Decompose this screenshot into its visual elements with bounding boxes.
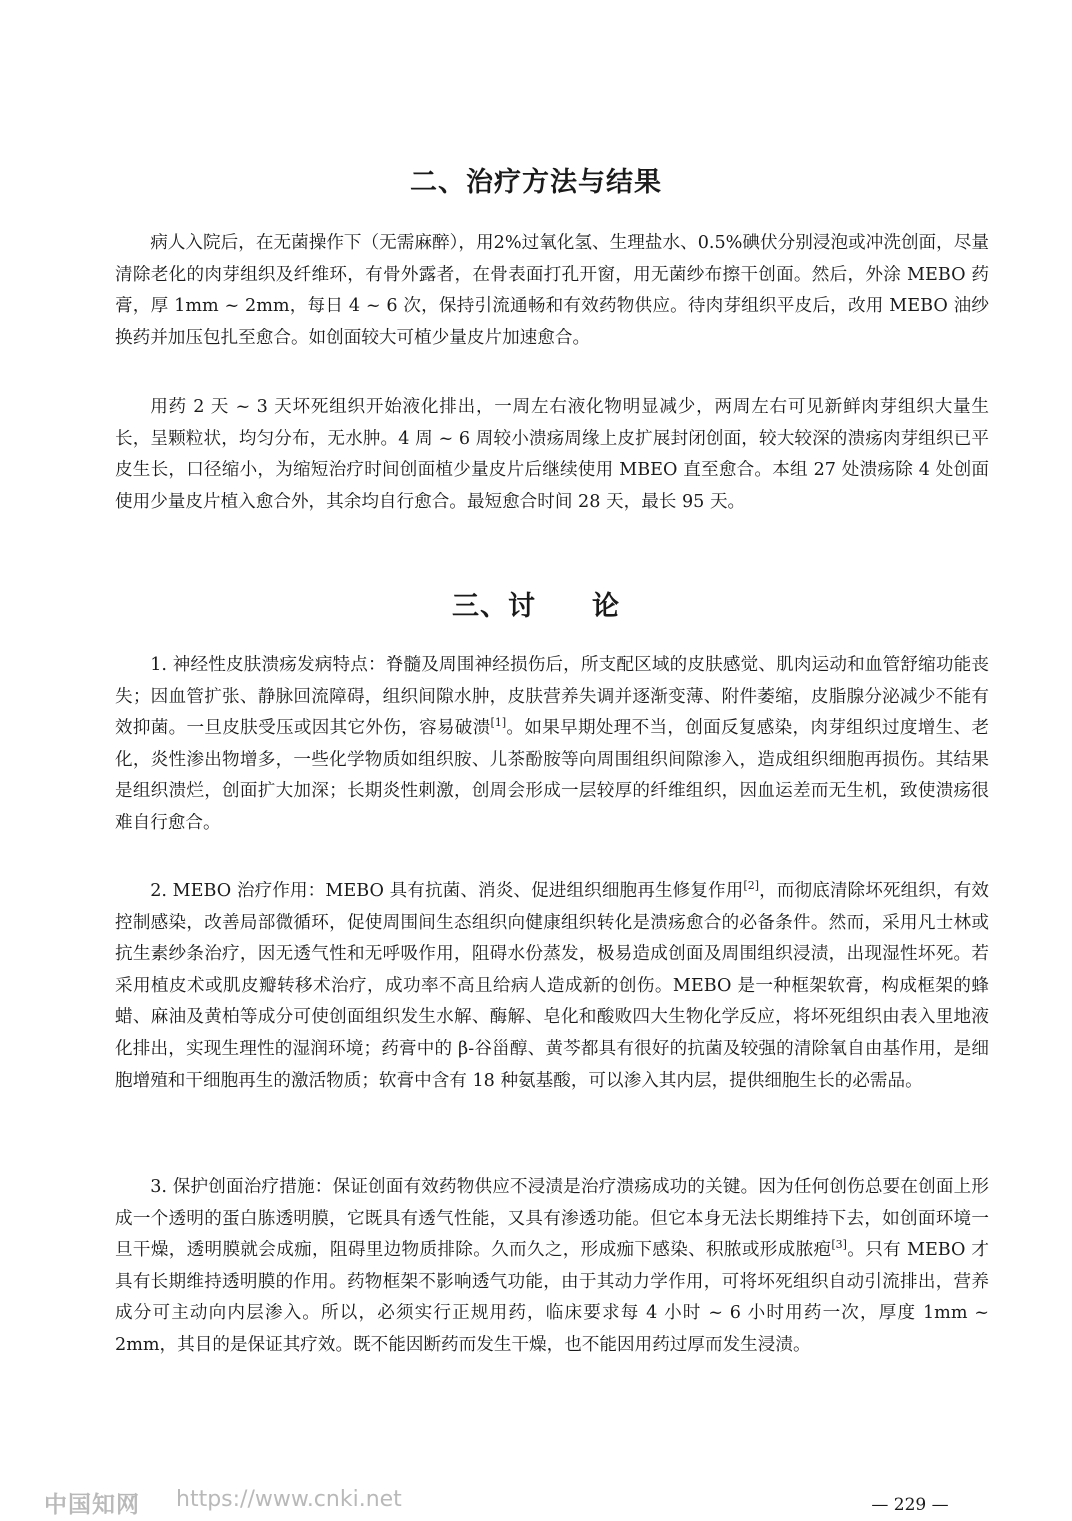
- cnki-logo: 中国知网: [44, 1492, 140, 1518]
- paragraph-text: 1. 神经性皮肤溃疡发病特点：脊髓及周围神经损伤后，所支配区域的皮肤感觉、肌肉运动和血管舒缩功能丧失；因血管扩张、静脉回流障碍，组织间隙水肿，皮肤营养失调并逐渐变薄、附件萎缩，皮脂腺分泌减少不能有效抑菌。一旦皮肤受压或因其它外伤，容易破溃: [115, 655, 989, 739]
- paragraph-treatment-method: 病人入院后，在无菌操作下（无需麻醉），用2%过氧化氢、生理盐水、0.5%碘伏分别浸泡或冲洗创面，尽量清除老化的肉芽组织及纤维环，有骨外露者，在骨表面打孔开窗，用无菌纱布擦干创面。然后，外涂 MEBO 药膏，厚 1mm ~ 2mm，每日 4 ~ 6 次，保持引流通畅和有效药物供应。待肉芽组织平皮后，改用 MEBO 油纱换药并加压包扎至愈合。如创面较大可植少量皮片加速愈合。: [115, 233, 989, 348]
- paragraph-text: 。只有 MEBO 才具有长期维持透明膜的作用。药物框架不影响透气功能，由于其动力学作用，可将坏死组织自动引流排出，营养成分可主动向内层渗入。所以，必须实行正规用药，临床要求每 4 小时 ~ 6 小时用药一次，厚度 1mm ~ 2mm，其目的是保证其疗效。既不能因断药而发生干燥，也不能因用药过厚而发生浸渍。: [115, 1240, 989, 1355]
- citation-ref: [3]: [831, 1238, 847, 1252]
- citation-ref: [2]: [743, 879, 759, 893]
- paragraph-text: 3. 保护创面治疗措施：保证创面有效药物供应不浸渍是治疗溃疡成功的关键。因为任何创伤总要在创面上形成一个透明的蛋白胨透明膜，它既具有透气性能，又具有渗透功能。但它本身无法长期维持下去，如创面环境一旦干燥，透明膜就会成痂，阻碍里边物质排除。久而久之，形成痂下感染、积脓或形成脓疱: [115, 1177, 989, 1261]
- cnki-watermark: [44, 1486, 424, 1518]
- paragraph-text: 2. MEBO 治疗作用：MEBO 具有抗菌、消炎、促进组织细胞再生修复作用: [150, 881, 744, 901]
- paragraph-text: 。如果早期处理不当，创面反复感染，肉芽组织过度增生、老化，炎性渗出物增多，一些化学物质如组织胺、儿茶酚胺等向周围组织间隙渗入，造成组织细胞再损伤。其结果是组织溃烂，创面扩大加深；长期炎性刺激，创周会形成一层较厚的纤维组织，因血运差而无生机，致使溃疡很难自行愈合。: [115, 718, 989, 833]
- page-number: — 229 —: [871, 1495, 949, 1515]
- paragraph-discussion-1: [115, 650, 989, 840]
- section-title-treatment: 二、治疗方法与结果: [410, 167, 662, 198]
- cnki-url: https://www.cnki.net: [176, 1487, 402, 1512]
- section-title-discussion: 三、讨 论: [452, 591, 620, 622]
- paragraph-treatment-result: 用药 2 天 ~ 3 天坏死组织开始液化排出，一周左右液化物明显减少，两周左右可见新鲜肉芽组织大量生长，呈颗粒状，均匀分布，无水肿。4 周 ~ 6 周较小溃疡周缘上皮扩展封闭创面，较大较深的溃疡肉芽组织已平皮生长，口径缩小，为缩短治疗时间创面植少量皮片后继续使用 MBEO 直至愈合。本组 27 处溃疡除 4 处创面使用少量皮片植入愈合外，其余均自行愈合。最短愈合时间 28 天，最长 95 天。: [115, 397, 989, 512]
- paragraph-discussion-2: [115, 876, 989, 1097]
- citation-ref: [1]: [490, 716, 507, 730]
- paragraph-text: ，而彻底清除坏死组织，有效控制感染，改善局部微循环，促使周围间生态组织向健康组织转化是溃疡愈合的必备条件。然而，采用凡士林或抗生素纱条治疗，因无透气性和无呼吸作用，阻碍水份蒸发，极易造成创面及周围组织浸渍，出现湿性坏死。若采用植皮术或肌皮瓣转移术治疗，成功率不高且给病人造成新的创伤。MEBO 是一种框架软膏，构成框架的蜂蜡、麻油及黄柏等成分可使创面组织发生水解、酶解、皂化和酸败四大生物化学反应，将坏死组织由表入里地液化排出，实现生理性的湿润环境；药膏中的 β-谷甾醇、黄芩都具有很好的抗菌及较强的清除氧自由基作用，是细胞增殖和干细胞再生的激活物质；软膏中含有 18 种氨基酸，可以渗入其内层，提供细胞生长的必需品。: [115, 881, 989, 1091]
- paragraph-discussion-3: [115, 1172, 989, 1362]
